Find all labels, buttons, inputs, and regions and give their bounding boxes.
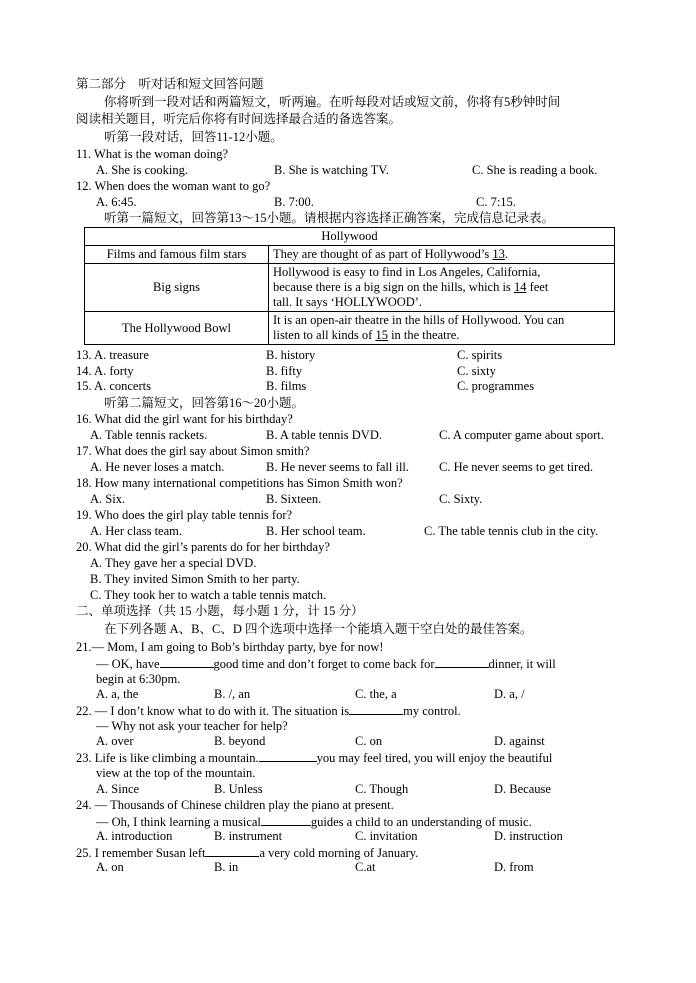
- dialog-instruction: 听第一段对话，回答11-12小题。: [104, 130, 283, 144]
- q17-option-c: C. He never seems to get tired.: [439, 460, 594, 474]
- passage1-instruction: 听第一篇短文，回答第13～15小题。请根据内容选择正确答案，完成信息记录表。: [104, 211, 555, 225]
- q22-stem-line2: — Why not ask your teacher for help?: [96, 719, 288, 733]
- table-row-label: The Hollywood Bowl: [85, 312, 269, 345]
- q16-option-b: B. A table tennis DVD.: [266, 428, 382, 442]
- table-row-label: Films and famous film stars: [85, 246, 269, 264]
- q23-stem-line2: view at the top of the mountain.: [96, 766, 256, 780]
- q15-option-a: 15. A. concerts: [76, 379, 151, 393]
- q12-option-c: C. 7:15.: [476, 195, 516, 209]
- blank-13: 13: [492, 247, 505, 261]
- q13-option-c: C. spirits: [457, 348, 503, 362]
- q22-option-c: C. on: [355, 734, 383, 748]
- q19-option-a: A. Her class team.: [90, 524, 182, 538]
- q25-option-d: D. from: [494, 860, 534, 874]
- q14-option-a: 14. A. forty: [76, 364, 134, 378]
- q14-option-c: C. sixty: [457, 364, 496, 378]
- q21-blank-2: [435, 656, 489, 668]
- q11-option-b: B. She is watching TV.: [274, 163, 389, 177]
- q16-option-c: C. A computer game about sport.: [439, 428, 604, 442]
- q23-option-d: D. Because: [494, 782, 551, 796]
- q18-option-c: C. Sixty.: [439, 492, 483, 506]
- q25-option-a: A. on: [96, 860, 124, 874]
- q24-option-c: C. invitation: [355, 829, 418, 843]
- q17-option-b: B. He never seems to fall ill.: [266, 460, 410, 474]
- q19-stem: 19. Who does the girl play table tennis for?: [76, 508, 293, 522]
- q25-option-b: B. in: [214, 860, 239, 874]
- q21-option-c: C. the, a: [355, 687, 397, 701]
- q21-option-d: D. a, /: [494, 687, 525, 701]
- q21-blank-1: [160, 656, 214, 668]
- table-title: Hollywood: [85, 228, 615, 246]
- q16-option-a: A. Table tennis rackets.: [90, 428, 208, 442]
- q25-option-c: C.at: [355, 860, 376, 874]
- q13-option-b: B. history: [266, 348, 316, 362]
- q22-blank: [349, 703, 403, 715]
- q21-option-b: B. /, an: [214, 687, 251, 701]
- passage2-instruction: 听第二篇短文，回答第16～20小题。: [104, 396, 305, 410]
- q11-option-c: C. She is reading a book.: [472, 163, 598, 177]
- q20-option-a: A. They gave her a special DVD.: [90, 556, 257, 570]
- q24-option-d: D. instruction: [494, 829, 563, 843]
- q17-stem: 17. What does the girl say about Simon smith?: [76, 444, 310, 458]
- q24-stem-line2: — Oh, I think learning a musical guides a child to an understanding of music.: [96, 815, 532, 829]
- table-row-content: Hollywood is easy to find in Los Angeles, California, because there is a big sign on the hills, which is 14 feet tall. It says ‘HOLLYWOOD’.: [269, 264, 615, 312]
- q18-option-a: A. Six.: [90, 492, 126, 506]
- q23-blank: [259, 750, 317, 762]
- q24-option-b: B. instrument: [214, 829, 283, 843]
- q21-stem-line2: — OK, have good time and don’t forget to come back for dinner, it will: [96, 657, 556, 671]
- blank-15: 15: [375, 328, 388, 342]
- table-row-content: It is an open-air theatre in the hills of Hollywood. You can listen to all kinds of 15 in the theatre.: [269, 312, 615, 345]
- section2-instruction: 在下列各题 A、B、C、D 四个选项中选择一个能填入题干空白处的最佳答案。: [104, 622, 533, 636]
- q25-stem: 25. I remember Susan left a very cold morning of January.: [76, 846, 419, 860]
- q20-option-c: C. They took her to watch a table tennis match.: [90, 588, 327, 602]
- q11-option-a: A. She is cooking.: [96, 163, 189, 177]
- q20-stem: 20. What did the girl’s parents do for her birthday?: [76, 540, 330, 554]
- q17-option-a: A. He never loses a match.: [90, 460, 225, 474]
- q25-blank: [205, 845, 259, 857]
- q14-option-b: B. fifty: [266, 364, 303, 378]
- q23-option-c: C. Though: [355, 782, 409, 796]
- q18-stem: 18. How many international competitions has Simon Smith won?: [76, 476, 403, 490]
- q12-option-a: A. 6:45.: [96, 195, 137, 209]
- q18-option-b: B. Sixteen.: [266, 492, 322, 506]
- q16-stem: 16. What did the girl want for his birthday?: [76, 412, 293, 426]
- q22-option-d: D. against: [494, 734, 545, 748]
- q22-option-a: A. over: [96, 734, 134, 748]
- q15-option-c: C. programmes: [457, 379, 535, 393]
- q24-stem-line1: 24. — Thousands of Chinese children play the piano at present.: [76, 798, 394, 812]
- table-row-label: Big signs: [85, 264, 269, 312]
- section2-heading: 二、单项选择（共 15 小题，每小题 1 分，计 15 分）: [76, 604, 364, 618]
- hollywood-info-table: [84, 227, 615, 345]
- q12-option-b: B. 7:00.: [274, 195, 314, 209]
- q24-blank: [261, 814, 311, 826]
- q23-stem-line1: 23. Life is like climbing a mountain. you may feel tired, you will enjoy the beautiful: [76, 751, 553, 765]
- q19-option-b: B. Her school team.: [266, 524, 366, 538]
- q22-option-b: B. beyond: [214, 734, 266, 748]
- blank-14: 14: [513, 280, 527, 294]
- part2-instruction-line1: 你将听到一段对话和两篇短文，听两遍。在听每段对话或短文前，你将有5秒钟时间: [104, 95, 561, 109]
- q15-option-b: B. films: [266, 379, 307, 393]
- q23-option-b: B. Unless: [214, 782, 263, 796]
- q19-option-c: C. The table tennis club in the city.: [424, 524, 599, 538]
- q12-stem: 12. When does the woman want to go?: [76, 179, 271, 193]
- q11-stem: 11. What is the woman doing?: [76, 147, 229, 161]
- q13-option-a: 13. A. treasure: [76, 348, 149, 362]
- part2-instruction-line2: 阅读相关题目，听完后你将有时间选择最合适的备选答案。: [76, 112, 402, 126]
- q24-option-a: A. introduction: [96, 829, 173, 843]
- q21-option-a: A. a, the: [96, 687, 139, 701]
- q22-stem-line1: 22. — I don’t know what to do with it. The situation is my control.: [76, 704, 461, 718]
- q21-stem-line3: begin at 6:30pm.: [96, 672, 181, 686]
- q20-option-b: B. They invited Simon Smith to her party.: [90, 572, 300, 586]
- table-row-content: They are thought of as part of Hollywood’s 13.: [269, 246, 615, 264]
- part2-heading: 第二部分 听对话和短文回答问题: [76, 77, 264, 91]
- q21-stem-line1: 21.— Mom, I am going to Bob’s birthday party, bye for now!: [76, 640, 384, 654]
- q23-option-a: A. Since: [96, 782, 140, 796]
